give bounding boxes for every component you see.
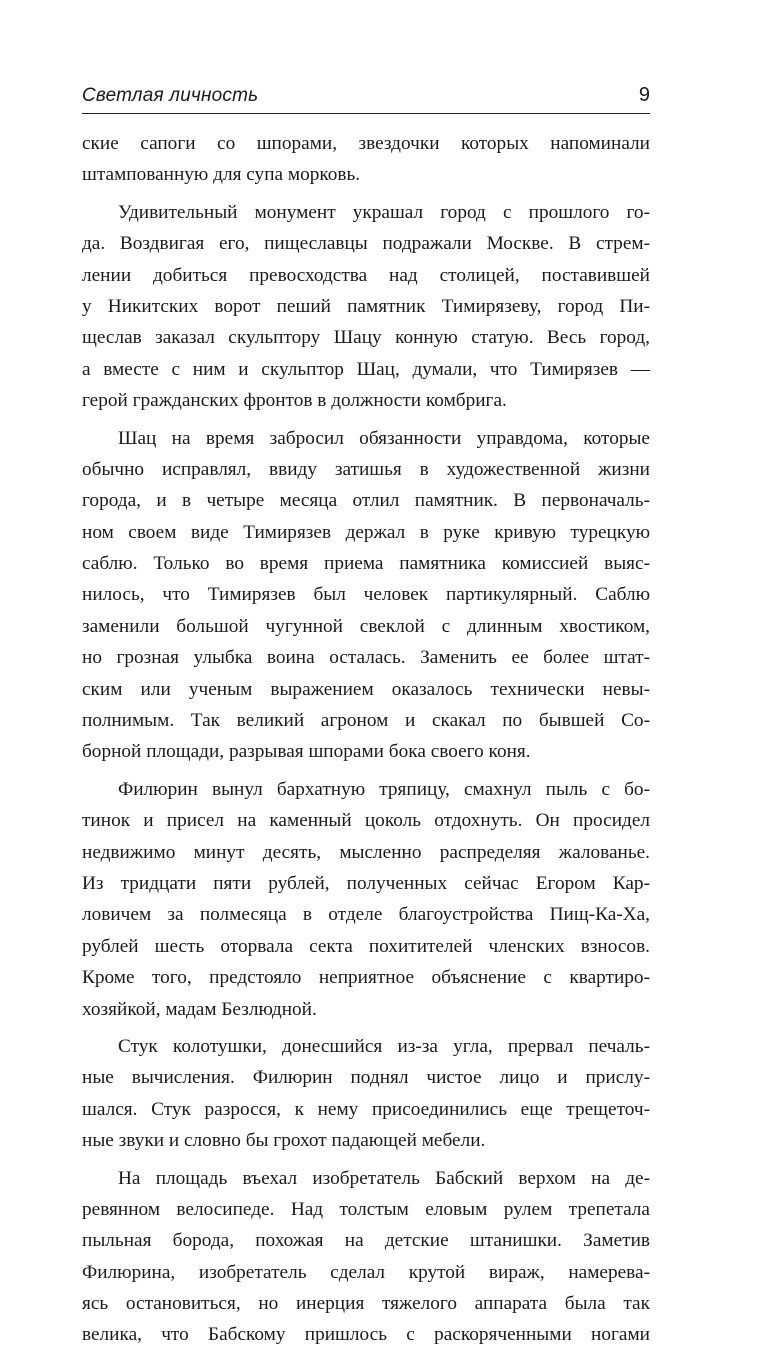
text-line: велика, что Бабскому пришлось с раскоряченными ногами <box>82 1324 650 1346</box>
text-line: Филюрин вынул бархатную тряпицу, смахнул пыль с бо- <box>118 778 650 800</box>
text-line: ским или ученым выражением оказалось технически невы- <box>82 678 650 700</box>
text-line: да. Воздвигая его, пищеславцы подражали Москве. В стрем- <box>82 233 650 255</box>
text-line: щеслав заказал скульптору Шацу конную статую. Весь город, <box>82 327 650 349</box>
paragraph <box>82 1163 650 1351</box>
body-text <box>82 128 650 1351</box>
text-line: Кроме того, предстояло неприятное объяснение с квартиро- <box>82 967 650 989</box>
text-line: шался. Стук разросся, к нему присоединились еще трещеточ- <box>82 1098 650 1120</box>
text-line: у Никитских ворот пеший памятник Тимирязеву, город Пи- <box>82 295 650 317</box>
text-line: пыльная борода, похожая на детские штанишки. Заметив <box>82 1230 650 1252</box>
text-line: борной площади, разрывая шпорами бока своего коня. <box>82 741 531 763</box>
text-line: ские сапоги со шпорами, звездочки которых напоминали <box>82 133 650 154</box>
text-line: лении добиться превосходства над столицей, поставившей <box>82 264 650 286</box>
text-line: Удивительный монумент украшал город с прошлого го- <box>118 201 650 223</box>
text-line: рублей шесть оторвала секта похитителей членских взносов. <box>82 935 650 957</box>
paragraph <box>82 774 650 1025</box>
text-line: хозяйкой, мадам Безлюдной. <box>82 998 317 1020</box>
text-line: ном своем виде Тимирязев держал в руке кривую турецкую <box>82 521 650 543</box>
running-title: Светлая личность <box>82 85 259 106</box>
paragraph <box>82 197 650 417</box>
text-line: ные вычисления. Филюрин поднял чистое лицо и прислу- <box>82 1067 650 1089</box>
text-line: ловичем за полмесяца в отделе благоустройства Пищ-Ка-Ха, <box>82 904 650 926</box>
page-number: 9 <box>638 84 650 106</box>
paragraph <box>82 1031 650 1157</box>
text-line: заменили большой чугунной свеклой с длинным хвостиком, <box>82 615 650 637</box>
text-line: Филюрина, изобретатель сделал крутой вираж, намерева- <box>82 1261 650 1283</box>
text-line: ясь остановиться, но инерция тяжелого аппарата была так <box>82 1293 650 1315</box>
text-line: ные звуки и словно бы грохот падающей мебели. <box>82 1130 486 1152</box>
text-line: полнимым. Так великий агроном и скакал по бывшей Со- <box>82 710 650 732</box>
paragraph <box>82 128 650 191</box>
text-line: саблю. Только во время приема памятника комиссией выяс- <box>82 553 650 575</box>
text-line: тинок и присел на каменный цоколь отдохнуть. Он просидел <box>82 810 650 832</box>
text-line: а вместе с ним и скульптор Шац, думали, что Тимирязев — <box>82 358 650 380</box>
text-line: недвижимо минут десять, мысленно распределяя жалованье. <box>82 841 650 863</box>
text-line: города, и в четыре месяца отлил памятник. В первоначаль- <box>82 490 650 512</box>
text-line: герой гражданских фронтов в должности комбрига. <box>82 390 507 412</box>
text-line: нилось, что Тимирязев был человек партикулярный. Саблю <box>82 584 650 606</box>
text-line: обычно исправлял, ввиду затишья в художественной жизни <box>82 458 650 480</box>
text-line: Из тридцати пяти рублей, полученных сейчас Егором Кар- <box>82 872 650 894</box>
text-line: но грозная улыбка воина осталась. Заменить ее более штат- <box>82 647 650 669</box>
text-line: штампованную для супа морковь. <box>82 164 361 186</box>
text-line: На площадь въехал изобретатель Бабский верхом на де- <box>118 1167 650 1189</box>
text-line: ревянном велосипеде. Над толстым еловым рулем трепетала <box>82 1198 650 1220</box>
text-line: Стук колотушки, донесшийся из-за угла, прервал печаль- <box>118 1035 650 1057</box>
text-line: Шац на время забросил обязанности управдома, которые <box>118 427 650 449</box>
page-header <box>82 85 650 114</box>
paragraph <box>82 423 650 768</box>
